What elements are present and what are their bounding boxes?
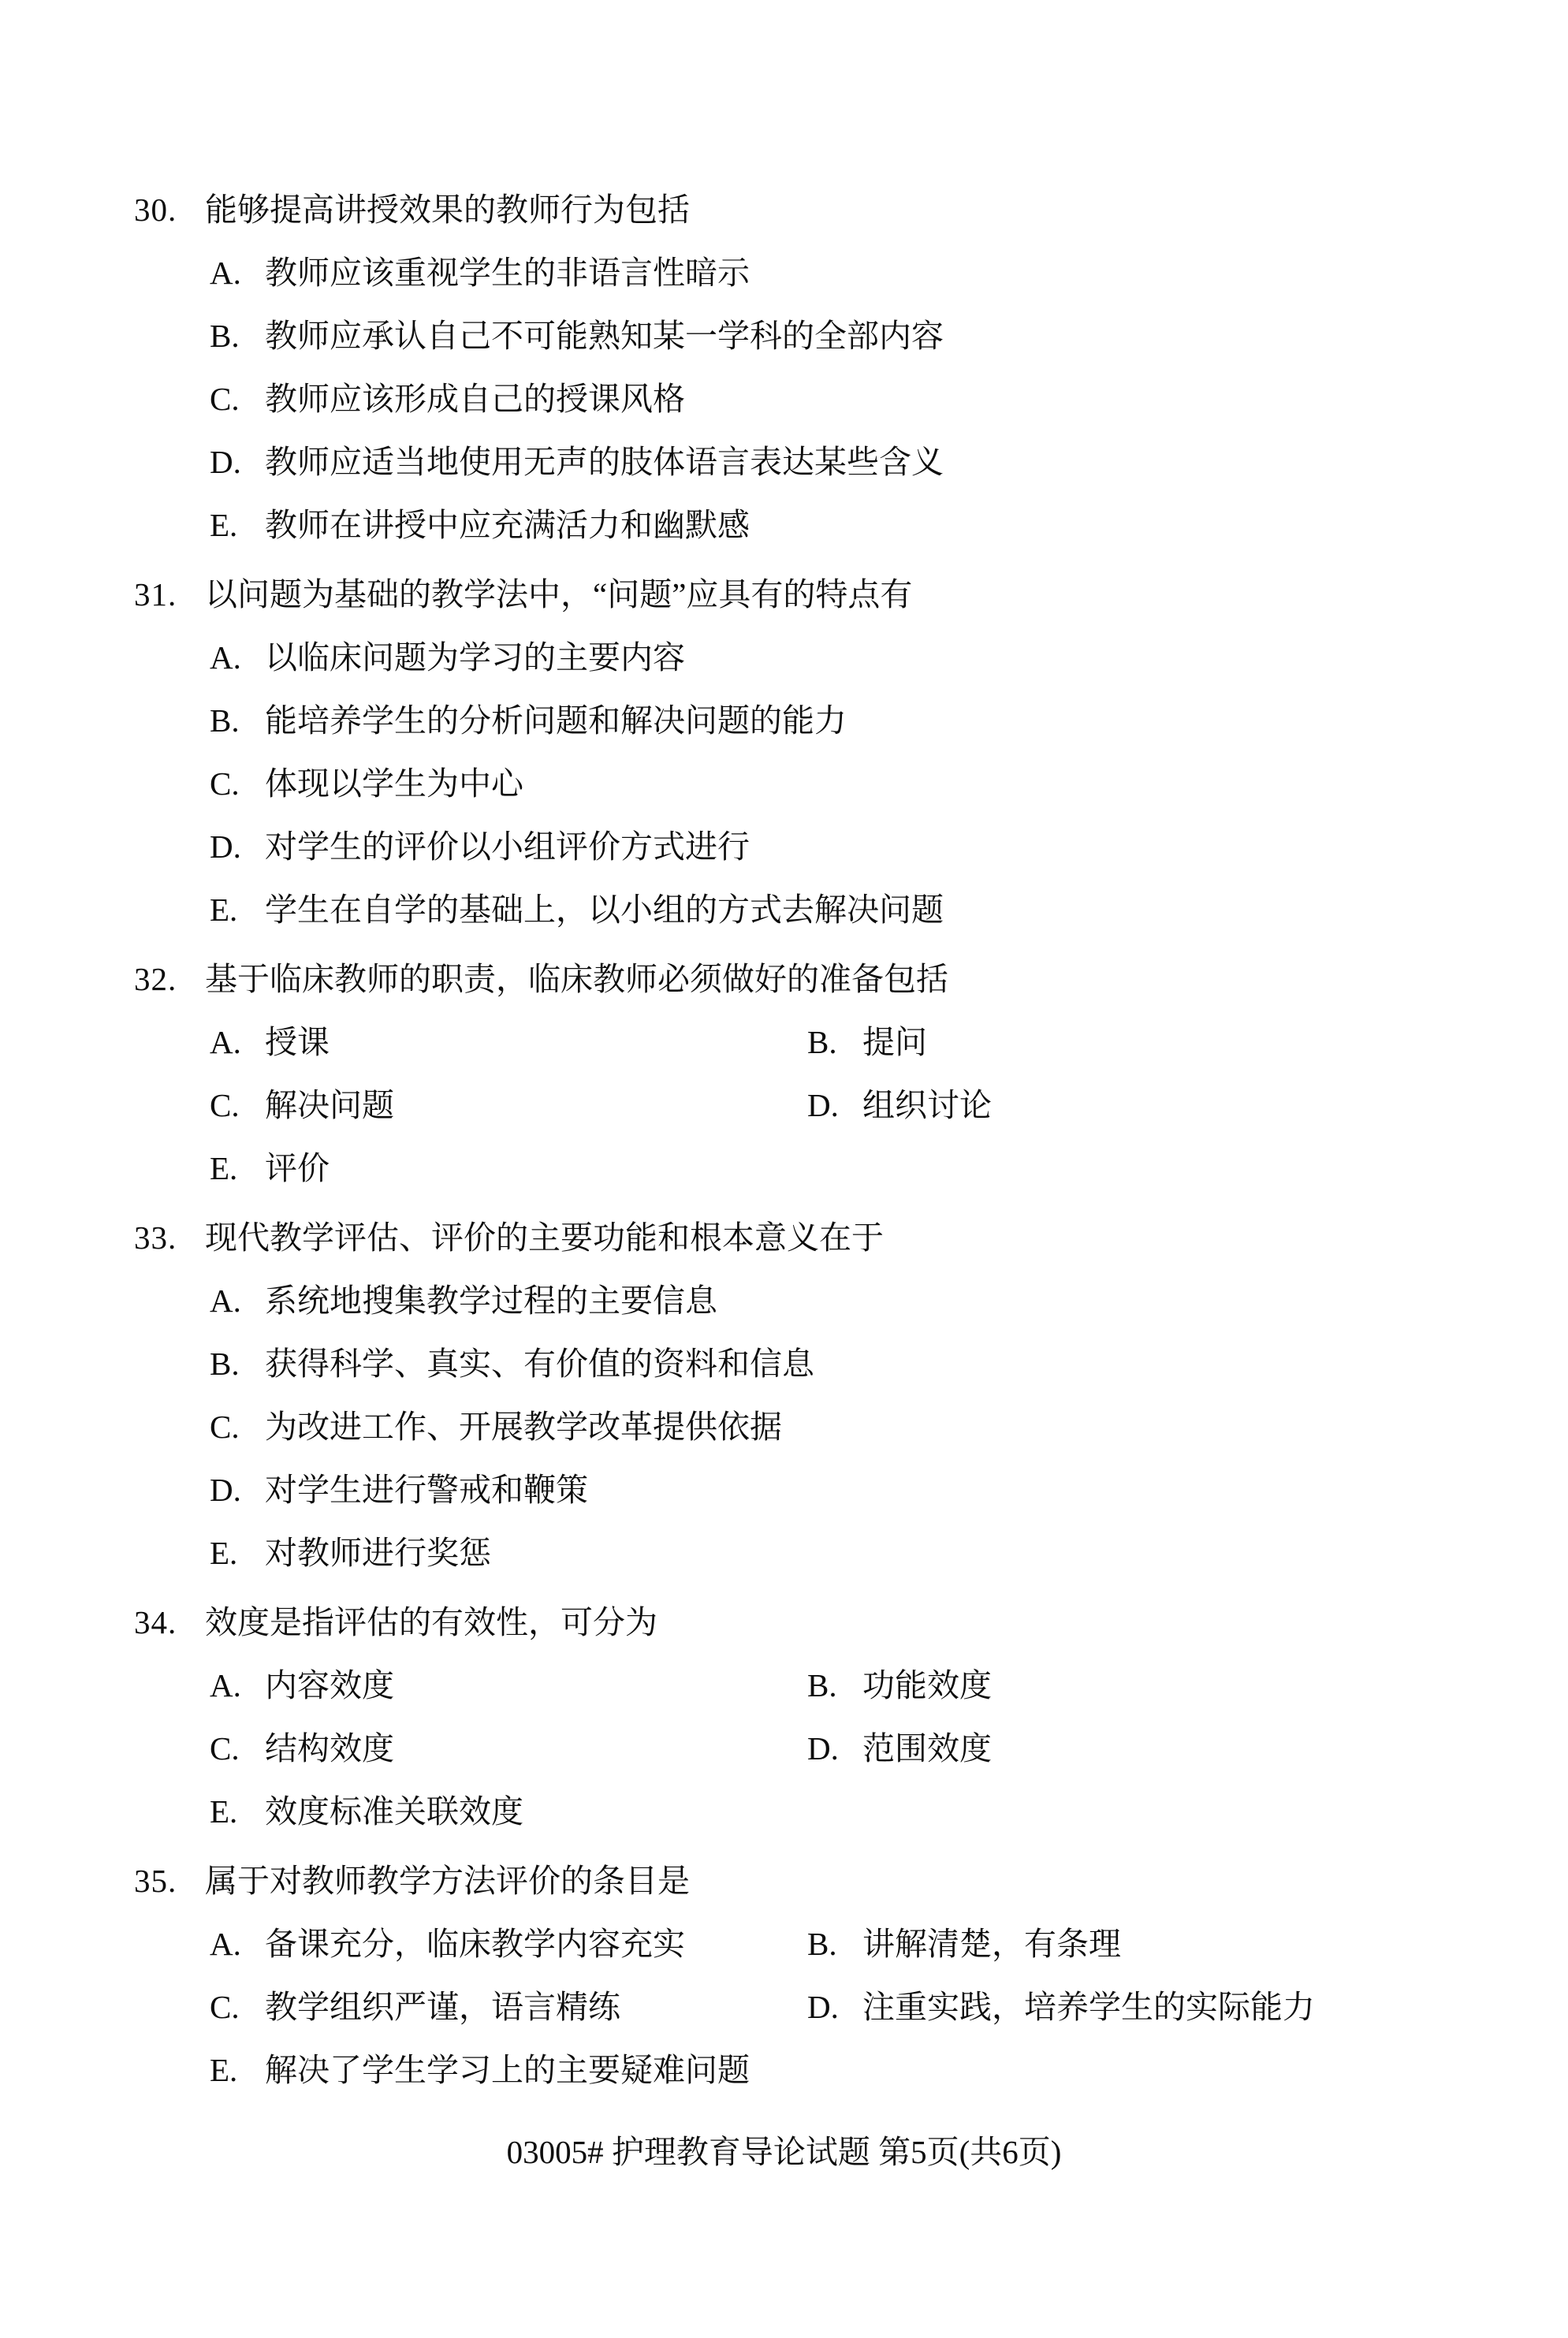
option-text: 以临床问题为学习的主要内容 [265, 639, 685, 676]
option-row [0, 1780, 1568, 1843]
question-35 [0, 1849, 1568, 2102]
option-cell [807, 1074, 992, 1137]
option-text: 范围效度 [862, 1730, 992, 1767]
option-text: 教师应该重视学生的非语言性暗示 [265, 255, 750, 291]
option-label: A. [210, 1667, 241, 1703]
option-row [0, 1912, 1568, 1975]
question-title-row [0, 1206, 1568, 1269]
option-text: 结构效度 [265, 1730, 394, 1767]
option-label: A. [210, 639, 241, 676]
option-row [0, 878, 1568, 941]
option-cell [210, 1654, 807, 1717]
option-cell [807, 1912, 1121, 1975]
option-label: A. [210, 1024, 241, 1060]
option-label: D. [210, 444, 241, 480]
option-text: 教师应承认自己不可能熟知某一学科的全部内容 [265, 318, 944, 354]
option-text: 教师在讲授中应充满活力和幽默感 [265, 507, 750, 543]
option-cell [210, 1912, 807, 1975]
option-row [0, 2038, 1568, 2102]
option-text: 效度标准关联效度 [265, 1793, 523, 1830]
option-label: B. [807, 1024, 837, 1060]
option-label: D. [210, 828, 241, 865]
option-label: C. [210, 1409, 240, 1445]
option-label: E. [210, 1150, 238, 1186]
option-row [0, 626, 1568, 689]
question-title-row [0, 1849, 1568, 1912]
option-text: 授课 [265, 1024, 330, 1060]
option-label: A. [210, 1283, 241, 1319]
option-text: 系统地搜集教学过程的主要信息 [265, 1283, 717, 1319]
option-text: 对教师进行奖惩 [265, 1535, 491, 1571]
option-label: E. [210, 1535, 238, 1571]
question-33 [0, 1206, 1568, 1584]
option-text: 获得科学、真实、有价值的资料和信息 [265, 1346, 814, 1382]
option-row [0, 367, 1568, 430]
option-row [0, 1521, 1568, 1584]
question-number: 32. [134, 961, 177, 997]
option-cell [807, 1717, 992, 1780]
option-cell [210, 1074, 807, 1137]
question-number: 30. [134, 192, 177, 228]
option-label: B. [210, 1346, 240, 1382]
option-text: 解决问题 [265, 1087, 394, 1123]
option-text: 内容效度 [265, 1667, 394, 1703]
question-number: 33. [134, 1219, 177, 1256]
question-32 [0, 947, 1568, 1200]
option-row [0, 1269, 1568, 1332]
option-row [0, 1074, 1568, 1137]
option-text: 提问 [862, 1024, 927, 1060]
option-text: 能培养学生的分析问题和解决问题的能力 [265, 702, 847, 739]
option-label: E. [210, 507, 238, 543]
option-label: B. [210, 702, 240, 739]
question-title-row [0, 563, 1568, 626]
option-text: 对学生进行警戒和鞭策 [265, 1472, 588, 1508]
question-text: 现代教学评估、评价的主要功能和根本意义在于 [205, 1219, 884, 1256]
option-row [0, 1395, 1568, 1458]
question-text: 能够提高讲授效果的教师行为包括 [205, 192, 690, 228]
option-cell [210, 1975, 807, 2038]
option-label: E. [210, 892, 238, 928]
option-text: 备课充分，临床教学内容充实 [265, 1926, 685, 1962]
question-number: 35. [134, 1863, 177, 1899]
question-text: 效度是指评估的有效性，可分为 [205, 1604, 657, 1640]
option-label: C. [210, 1989, 240, 2025]
option-row [0, 752, 1568, 815]
option-label: B. [210, 318, 240, 354]
option-cell [807, 1654, 992, 1717]
option-text: 评价 [265, 1150, 330, 1186]
option-cell [807, 1011, 927, 1074]
option-row [0, 689, 1568, 752]
option-label: B. [807, 1926, 837, 1962]
option-row [0, 430, 1568, 493]
question-text: 基于临床教师的职责，临床教师必须做好的准备包括 [205, 961, 948, 997]
option-row [0, 1332, 1568, 1395]
option-label: D. [210, 1472, 241, 1508]
question-34 [0, 1591, 1568, 1843]
option-row [0, 1137, 1568, 1200]
option-label: E. [210, 1793, 238, 1830]
option-text: 对学生的评价以小组评价方式进行 [265, 828, 750, 865]
option-row [0, 1975, 1568, 2038]
option-row [0, 304, 1568, 367]
option-label: D. [807, 1989, 839, 2025]
option-text: 组织讨论 [862, 1087, 992, 1123]
option-label: D. [807, 1730, 839, 1767]
option-label: C. [210, 1087, 240, 1123]
option-label: B. [807, 1667, 837, 1703]
option-label: C. [210, 1730, 240, 1767]
option-label: D. [807, 1087, 839, 1123]
option-text: 教师应适当地使用无声的肢体语言表达某些含义 [265, 444, 944, 480]
option-text: 教学组织严谨，语言精练 [265, 1989, 620, 2025]
option-row [0, 1458, 1568, 1521]
option-row [0, 815, 1568, 878]
option-cell [210, 1717, 807, 1780]
question-number: 34. [134, 1604, 177, 1640]
option-label: C. [210, 381, 240, 417]
option-label: C. [210, 765, 240, 802]
option-label: A. [210, 1926, 241, 1962]
question-text: 属于对教师教学方法评价的条目是 [205, 1863, 690, 1899]
option-text: 为改进工作、开展教学改革提供依据 [265, 1409, 782, 1445]
option-text: 解决了学生学习上的主要疑难问题 [265, 2052, 750, 2088]
question-title-row [0, 1591, 1568, 1654]
option-row [0, 1011, 1568, 1074]
option-row [0, 1717, 1568, 1780]
option-cell [210, 1011, 807, 1074]
option-text: 教师应该形成自己的授课风格 [265, 381, 685, 417]
question-title-row [0, 947, 1568, 1011]
option-text: 注重实践，培养学生的实际能力 [862, 1989, 1315, 2025]
option-label: E. [210, 2052, 238, 2088]
question-title-row [0, 178, 1568, 241]
option-row [0, 493, 1568, 557]
option-text: 学生在自学的基础上，以小组的方式去解决问题 [265, 892, 944, 928]
option-row [0, 241, 1568, 304]
option-cell [807, 1975, 1315, 2038]
page-footer: 03005# 护理教育导论试题 第5页(共6页) [506, 2134, 1062, 2170]
option-text: 功能效度 [862, 1667, 992, 1703]
option-label: A. [210, 255, 241, 291]
question-number: 31. [134, 576, 177, 612]
option-text: 体现以学生为中心 [265, 765, 523, 802]
question-30 [0, 178, 1568, 557]
question-31 [0, 563, 1568, 941]
option-row [0, 1654, 1568, 1717]
option-text: 讲解清楚，有条理 [862, 1926, 1121, 1962]
question-text: 以问题为基础的教学法中，“问题”应具有的特点有 [205, 576, 913, 612]
